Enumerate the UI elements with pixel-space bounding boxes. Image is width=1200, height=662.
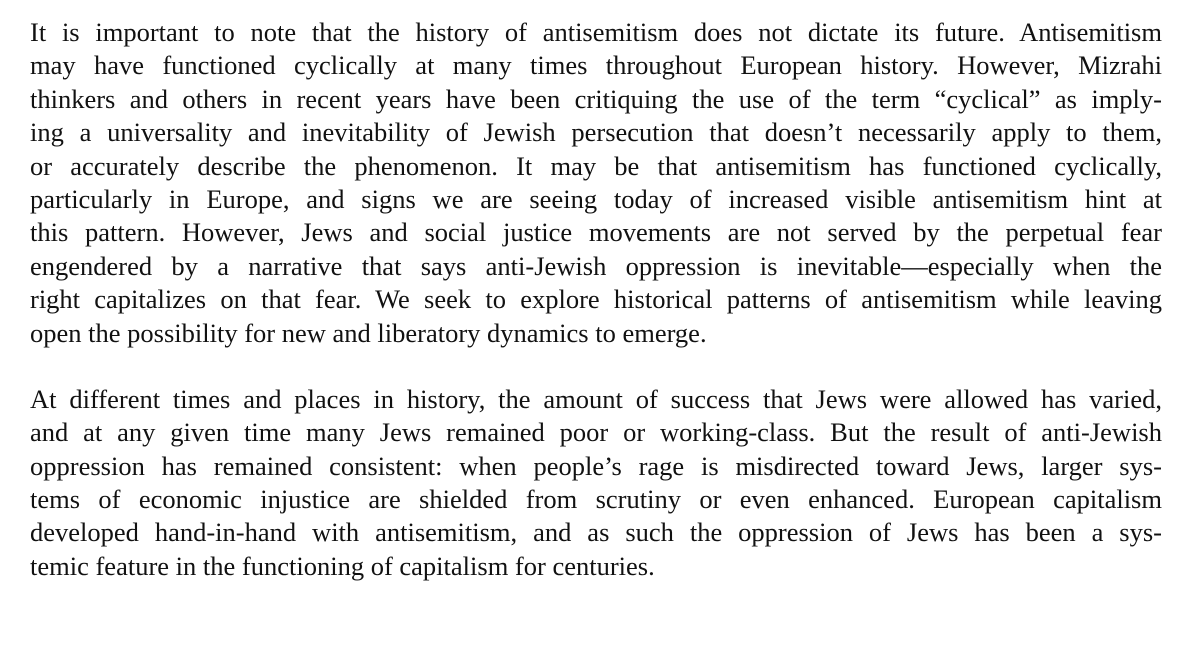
text-line: particularly in Europe, and signs we are seeing today of increased visible antisemitism hint at (30, 183, 1162, 214)
text-line: At different times and places in history, the amount of success that Jews were allowed has varied, (30, 383, 1162, 414)
text-line: oppression has remained consistent: when people’s rage is misdirected toward Jews, larger sys- (30, 450, 1162, 481)
text-line: engendered by a narrative that says anti-Jewish oppression is inevitable—especially when the (30, 250, 1162, 281)
text-line: may have functioned cyclically at many times throughout European history. However, Mizrahi (30, 50, 1162, 81)
paragraph-history-of-antisemitism (30, 16, 1162, 350)
text-line: tems of economic injustice are shielded from scrutiny or even enhanced. European capitalism (30, 484, 1162, 515)
text-line: temic feature in the functioning of capitalism for centuries. (30, 550, 655, 581)
text-line: open the possibility for new and liberatory dynamics to emerge. (30, 317, 707, 348)
text-line: ing a universality and inevitability of Jewish persecution that doesn’t necessarily apply to them, (30, 117, 1162, 148)
text-line: or accurately describe the phenomenon. It may be that antisemitism has functioned cyclically, (30, 150, 1162, 181)
paragraph-capitalism-and-antisemitism (30, 383, 1162, 583)
text-line: right capitalizes on that fear. We seek to explore historical patterns of antisemitism while leaving (30, 284, 1162, 315)
text-line: and at any given time many Jews remained poor or working-class. But the result of anti-Jewish (30, 417, 1162, 448)
text-line: It is important to note that the history of antisemitism does not dictate its future. Antisemitism (30, 17, 1162, 47)
paragraph-spacer (30, 350, 1162, 383)
text-line: thinkers and others in recent years have been critiquing the use of the term “cyclical” as imply- (30, 83, 1162, 114)
text-line: developed hand-in-hand with antisemitism, and as such the oppression of Jews has been a sys- (30, 517, 1162, 548)
text-line: this pattern. However, Jews and social justice movements are not served by the perpetual fear (30, 217, 1162, 248)
